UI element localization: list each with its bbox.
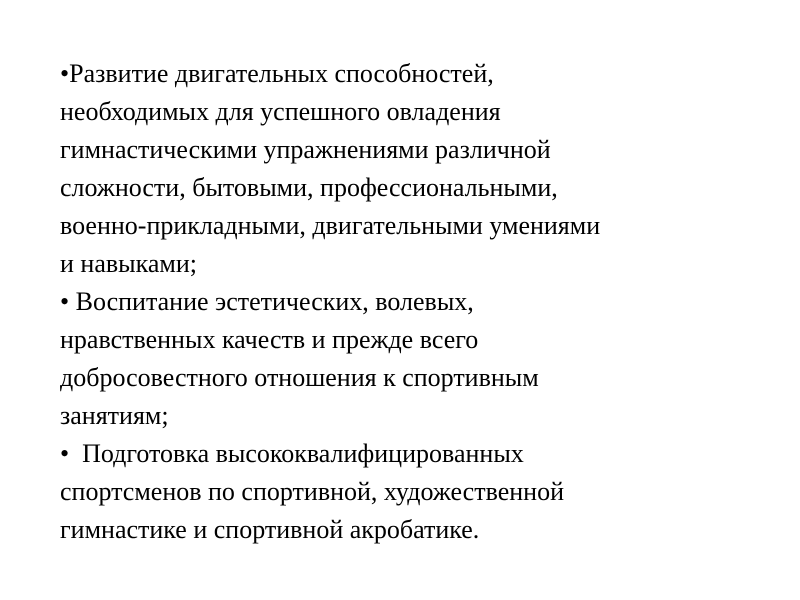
text-line: необходимых для успешного овладения [60,97,501,126]
text-line: гимнастике и спортивной акробатике. [60,515,480,544]
text-line: •Развитие двигательных способностей, [60,59,494,88]
text-line: • Воспитание эстетических, волевых, [60,287,474,316]
text-line: гимнастическими упражнениями различной [60,135,551,164]
bullet-item-athlete-training [60,435,750,549]
text-line: сложности, бытовыми, профессиональными, [60,173,558,202]
text-line: • Подготовка высококвалифицированных [60,439,524,468]
bullet-item-motor-abilities [60,55,750,283]
text-line: добросовестного отношения к спортивным [60,363,539,392]
bullet-item-education-qualities [60,283,750,435]
bullet-list [60,55,750,549]
text-line: спортсменов по спортивной, художественной [60,477,564,506]
text-line: военно-прикладными, двигательными умениями [60,211,601,240]
text-line: и навыками; [60,249,197,278]
text-line: нравственных качеств и прежде всего [60,325,479,354]
text-line: занятиям; [60,401,169,430]
